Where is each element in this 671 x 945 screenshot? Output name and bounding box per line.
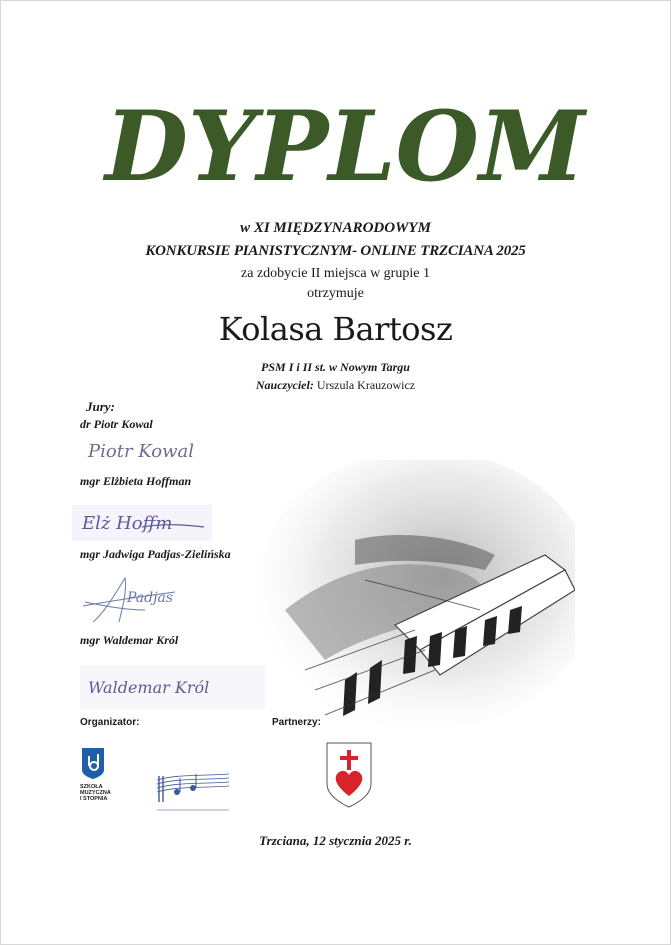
trzciana-coat-of-arms: [324, 740, 374, 810]
juror-2-signature: [72, 505, 212, 541]
competition-line-1: w XI MIĘDZYNARODOWYM: [240, 220, 431, 236]
juror-4-name: mgr Waldemar Król: [80, 633, 179, 647]
competition-line-2: KONKURSIE PIANISTYCZNYM- ONLINE TRZCIANA 2025: [145, 243, 526, 259]
diploma-title: [100, 88, 590, 198]
partners-label: Partnerzy:: [272, 717, 321, 728]
logo-text-line-2: MUZYCZNA: [80, 790, 111, 796]
juror-3-signature-text: Padjas: [127, 590, 173, 606]
teacher-name: Urszula Krauzowicz: [316, 378, 416, 392]
piano-hand-illustration: [245, 460, 575, 760]
logo-text-line-3: I STOPNIA: [80, 796, 108, 802]
juror-3-name: mgr Jadwiga Padjas-Zielińska: [80, 547, 231, 561]
receives-line: otrzymuje: [307, 286, 364, 301]
recipient-name: Kolasa Bartosz: [218, 310, 453, 348]
juror-3-signature: [75, 572, 215, 628]
music-school-logo-text: [80, 784, 111, 802]
organizer-label: Organizator:: [80, 717, 140, 728]
juror-4-signature: [80, 665, 265, 709]
juror-2-signature-text: Elż Hoffm: [82, 513, 173, 534]
teacher-line: [0, 378, 671, 393]
juror-4-signature-text: Waldemar Król: [88, 678, 210, 697]
school-name: PSM I i II st. w Nowym Targu: [261, 360, 410, 374]
juror-1-signature: [80, 433, 200, 469]
diploma-title-text: DYPLOM: [102, 90, 588, 198]
logo-text-line-1: SZKOŁA: [80, 784, 103, 790]
music-school-logo: [80, 746, 106, 780]
juror-1-name: dr Piotr Kowal: [80, 417, 153, 431]
date-place-footer: Trzciana, 12 stycznia 2025 r.: [259, 833, 412, 848]
jury-heading: Jury:: [86, 399, 115, 414]
teacher-label: Nauczyciel:: [255, 378, 314, 392]
juror-1-signature-text: Piotr Kowal: [88, 441, 194, 462]
music-notes-logo: [153, 770, 233, 814]
award-line: za zdobycie II miejsca w grupie 1: [241, 266, 430, 281]
juror-2-name: mgr Elżbieta Hoffman: [80, 474, 192, 488]
